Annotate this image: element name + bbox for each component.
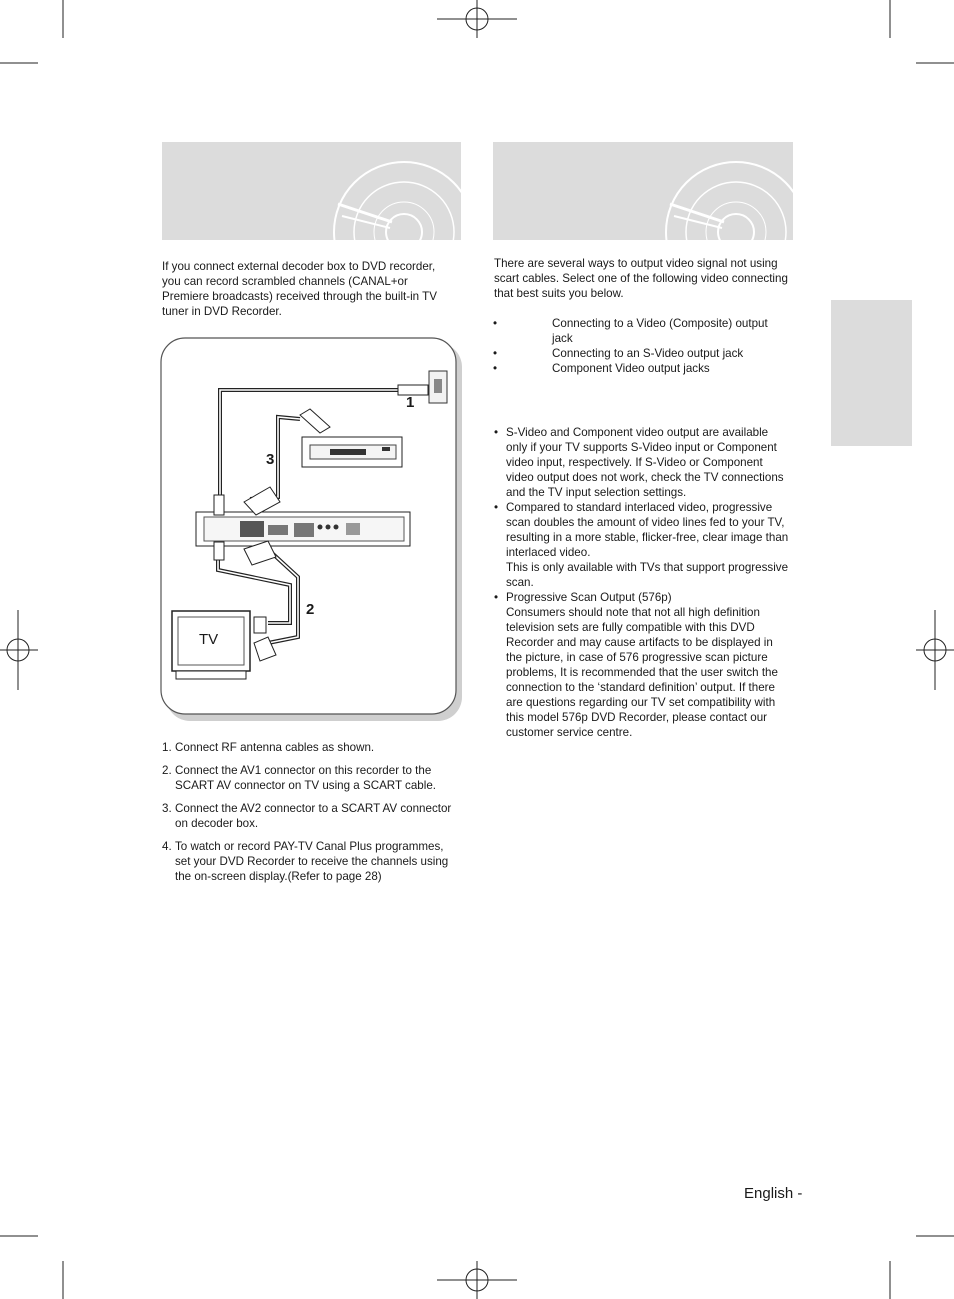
step-item	[162, 801, 462, 831]
right-intro: There are several ways to output video signal not using scart cables. Select one of the following video connecting that best suits you below.	[494, 257, 788, 300]
step-number: 2.	[162, 764, 172, 777]
bullet: •	[494, 426, 499, 439]
left-header-panel	[162, 142, 461, 240]
note-text: S-Video and Component video output are available only if your TV supports S-Video input or Component video input, respectively. If S-Video or Component video output does not work, check the TV connections and the TV input selection settings.	[506, 426, 784, 499]
steps-list	[162, 740, 462, 892]
bullet: •	[494, 501, 499, 514]
output-options-list	[493, 316, 787, 376]
bullet: •	[494, 591, 499, 604]
option-text: Component Video output jacks	[552, 362, 710, 375]
connection-diagram	[160, 337, 464, 722]
diagram-label-1: 1	[406, 394, 415, 411]
right-header-panel	[493, 142, 793, 240]
step-item	[162, 839, 462, 884]
step-text: To watch or record PAY-TV Canal Plus programmes, set your DVD Recorder to receive the channels using the on-screen display.(Refer to page 28)	[175, 840, 449, 883]
step-number: 1.	[162, 741, 172, 754]
bullet: •	[493, 347, 498, 360]
diagram-label-3: 3	[266, 451, 275, 468]
list-item	[493, 316, 787, 346]
option-text: Connecting to an S-Video output jack	[552, 347, 744, 360]
step-number: 4.	[162, 840, 172, 853]
note-text: Compared to standard interlaced video, progressive scan doubles the amount of video lines fed to your TV, resulting in a more stable, flicker-free, clear image than interlaced video.	[506, 501, 789, 559]
note-item	[494, 590, 792, 740]
list-item	[493, 346, 787, 361]
notes-list	[494, 425, 792, 740]
bullet: •	[493, 362, 498, 375]
bullet: •	[493, 317, 498, 330]
list-item	[493, 361, 787, 376]
step-number: 3.	[162, 802, 172, 815]
disc-icon	[162, 142, 461, 240]
note-item	[494, 500, 792, 590]
step-text: Connect the AV1 connector on this recorder to the SCART AV connector on TV using a SCART cable.	[175, 764, 436, 792]
step-text: Connect the AV2 connector to a SCART AV connector on decoder box.	[175, 802, 452, 830]
note-extra-text: Consumers should note that not all high definition television sets are fully compatible with this DVD Recorder and may cause artifacts to be displayed in the picture, in case of 576 progressive scan picture problems, It is recommended that the user switch the connection to the ‘standard definition’ output. If there are questions regarding our TV set compatibility with this model 576p DVD Recorder, please contact our customer service centre.	[506, 606, 778, 739]
left-intro: If you connect external decoder box to DVD recorder, you can record scrambled channels (CANAL+or Premiere broadcasts) received through the built-in TV tuner in DVD Recorder.	[162, 260, 437, 318]
note-text: Progressive Scan Output (576p)	[506, 591, 672, 604]
step-item	[162, 763, 462, 793]
step-text: Connect RF antenna cables as shown.	[175, 741, 375, 754]
option-text: Connecting to a Video (Composite) output jack	[552, 317, 768, 345]
tv-label: TV	[199, 631, 219, 648]
note-extra-text: This is only available with TVs that support progressive scan.	[506, 561, 789, 589]
page-footer: English -	[744, 1185, 803, 1202]
disc-icon	[493, 142, 793, 240]
diagram-label-2: 2	[306, 601, 315, 618]
side-tab	[831, 300, 912, 446]
step-item	[162, 740, 462, 755]
note-item	[494, 425, 792, 500]
